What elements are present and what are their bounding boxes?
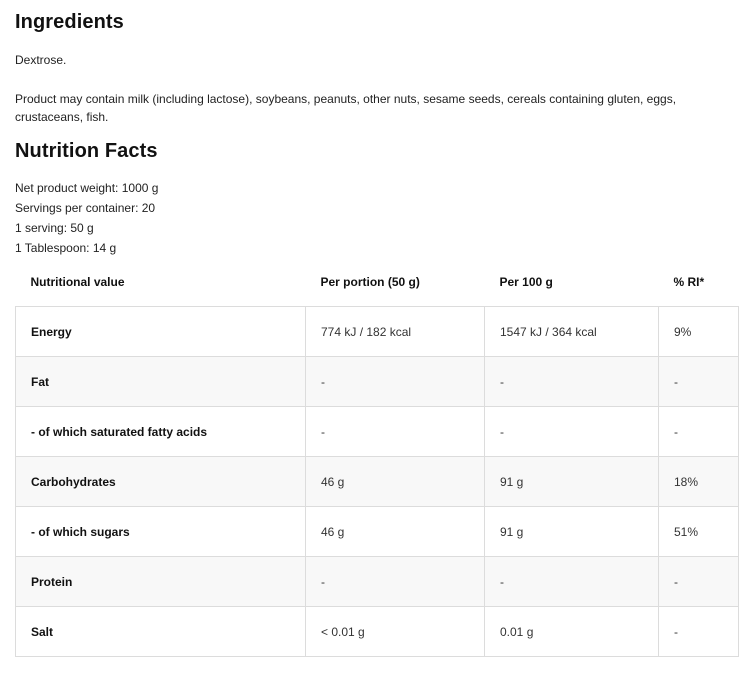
column-header-ri: % RI* [673, 275, 705, 289]
per-100g-value: 0.01 g [485, 607, 659, 657]
per-100g-value: 1547 kJ / 364 kcal [485, 307, 659, 357]
ri-value: 9% [659, 307, 739, 357]
ri-value: 18% [659, 457, 739, 507]
per-100g-value: 91 g [485, 507, 659, 557]
ingredients-text: Dextrose. [15, 53, 67, 67]
per-100g-value: - [485, 357, 659, 407]
row-label: Protein [16, 557, 306, 607]
ri-value: - [659, 607, 739, 657]
table-header-row [16, 258, 739, 307]
serving-size: 1 serving: 50 g [15, 221, 94, 235]
net-weight: Net product weight: 1000 g [15, 181, 159, 195]
row-label: Salt [16, 607, 306, 657]
allergen-warning: Product may contain milk (including lactose), soybeans, peanuts, other nuts, sesame seeds, cereals containing gluten, eggs, crustaceans, fish. [15, 92, 677, 124]
per-100g-value: - [485, 407, 659, 457]
per-portion-value: < 0.01 g [306, 607, 485, 657]
table-row [16, 607, 739, 657]
ri-value: - [659, 557, 739, 607]
nutrition-table [15, 258, 739, 657]
row-label: Fat [16, 357, 306, 407]
per-portion-value: - [306, 407, 485, 457]
ri-value: - [659, 357, 739, 407]
table-row [16, 307, 739, 357]
table-row [16, 557, 739, 607]
per-portion-value: 46 g [306, 457, 485, 507]
per-portion-value: - [306, 557, 485, 607]
column-header-per-portion: Per portion (50 g) [320, 275, 420, 289]
table-row [16, 507, 739, 557]
column-header-nutritional-value: Nutritional value [30, 275, 125, 289]
per-100g-value: - [485, 557, 659, 607]
row-label: - of which saturated fatty acids [16, 407, 306, 457]
ingredients-heading: Ingredients [15, 11, 124, 33]
row-label: Carbohydrates [16, 457, 306, 507]
per-portion-value: 774 kJ / 182 kcal [306, 307, 485, 357]
ri-value: - [659, 407, 739, 457]
ri-value: 51% [659, 507, 739, 557]
nutrition-facts-list [15, 181, 158, 261]
per-portion-value: - [306, 357, 485, 407]
nutrition-facts-heading: Nutrition Facts [15, 140, 158, 162]
per-100g-value: 91 g [485, 457, 659, 507]
table-row [16, 357, 739, 407]
tablespoon-size: 1 Tablespoon: 14 g [15, 241, 117, 255]
table-row [16, 407, 739, 457]
table-row [16, 457, 739, 507]
column-header-per-100g: Per 100 g [499, 275, 553, 289]
row-label: Energy [16, 307, 306, 357]
per-portion-value: 46 g [306, 507, 485, 557]
row-label: - of which sugars [16, 507, 306, 557]
servings-per-container: Servings per container: 20 [15, 201, 156, 215]
